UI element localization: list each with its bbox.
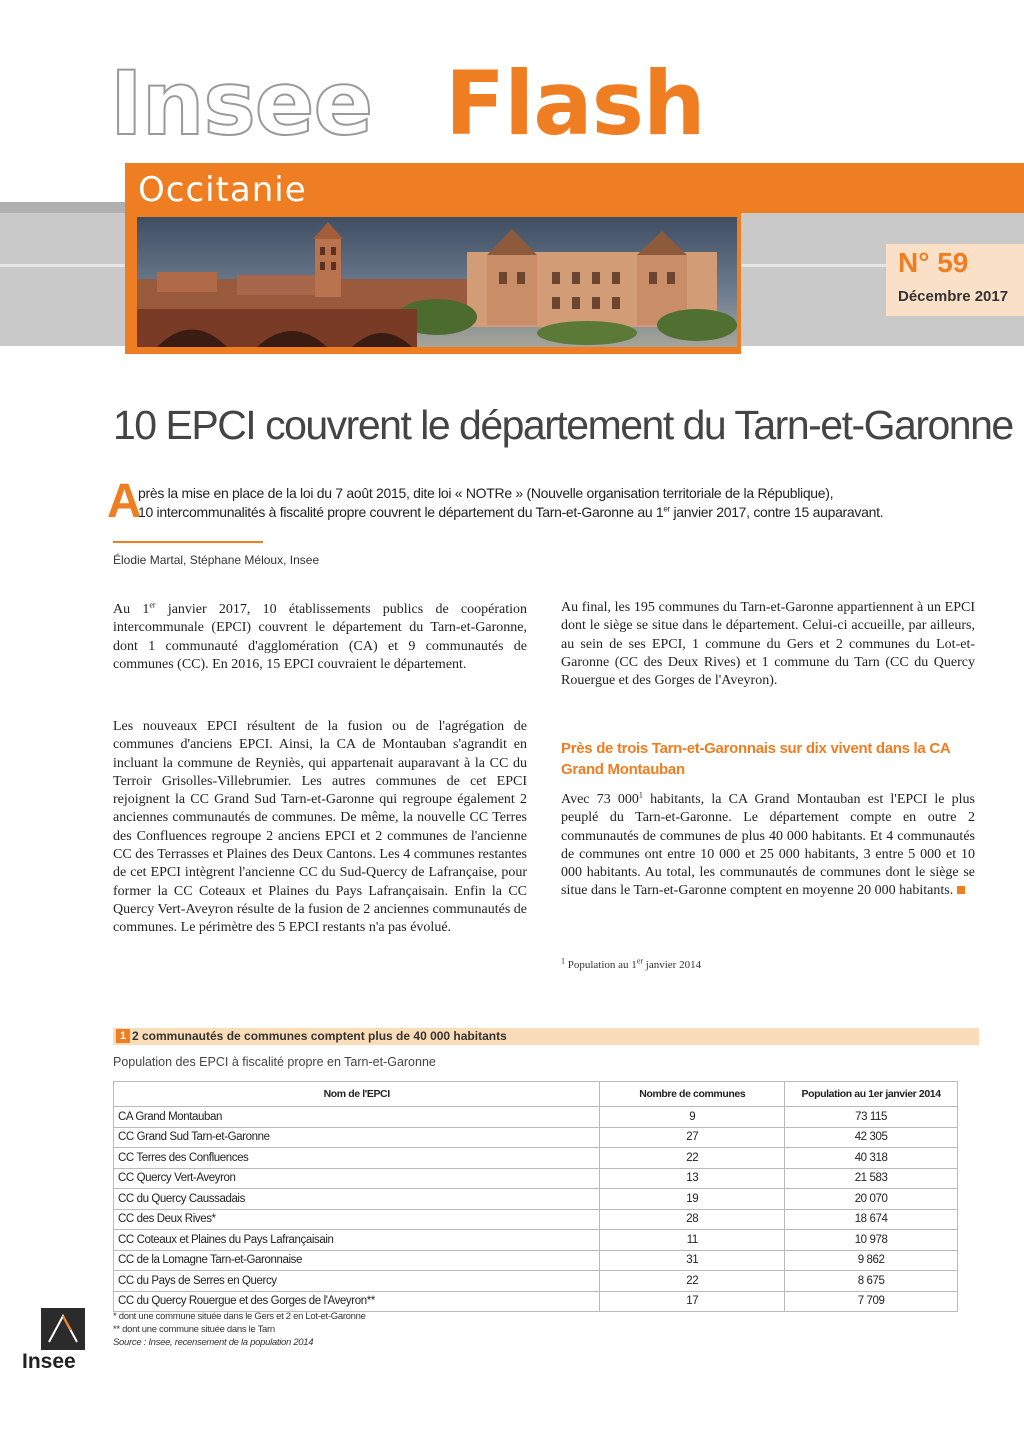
cell-epci-name: CC du Quercy Caussadais — [114, 1189, 600, 1210]
table-note-1: * dont une commune située dans le Gers et 2 en Lot-et-Garonne — [113, 1311, 366, 1322]
cell-epci-name: CC Terres des Confluences — [114, 1148, 600, 1169]
footnote-b: janvier 2014 — [643, 959, 702, 971]
footnote-a: Population au 1 — [565, 959, 637, 971]
cell-population: 21 583 — [785, 1168, 958, 1189]
cell-epci-name: CC du Quercy Rouergue et des Gorges de l'Aveyron** — [114, 1291, 600, 1312]
p2-text: Les nouveaux EPCI résultent de la fusion ou de l'agrégation de communes d'anciens EPCI. Ainsi, la CA de Montauban s'agrandit en incluant la commune de Reyniès, qui appartenait auparavant à la CC du Terroir Grisolles-Villebrumier. Les autres communes de cet EPCI rejoignent la CC Grand Sud Tarn-et-Garonne qui regroupe également 2 anciennes communautés de communes. De même, la nouvelle CC Terres des Confluences regroupe 2 anciens EPCI et 2 communes de l'ancienne CC des Terrasses et Plaines des Deux Cantons. Les 4 communes restantes de cet EPCI intègrent l'ancienne CC du Sud-Quercy de Lafrançaise, pour former la CC Coteaux et Plaines du Pays Lafrançaisain. Enfin la CC Quercy Vert-Aveyron résulte de la fusion de 2 anciennes communautés de communes. Le périmètre des 5 EPCI restants n'a pas évolué. — [113, 719, 527, 936]
table-row — [114, 1291, 958, 1312]
cell-epci-name: CA Grand Montauban — [114, 1107, 600, 1128]
end-mark-icon — [957, 886, 965, 894]
paragraph-4 — [561, 791, 975, 901]
footnote-sup2: er — [636, 956, 644, 966]
cell-epci-name: CC Coteaux et Plaines du Pays Lafrançaisain — [114, 1230, 600, 1251]
article-title: 10 EPCI couvrent le département du Tarn-et-Garonne — [113, 402, 1013, 448]
cell-commune-count: 9 — [600, 1107, 785, 1128]
header-grey-band-left — [0, 202, 125, 213]
p4-start: Avec 73 000 — [561, 792, 639, 807]
p1-rest: janvier 2017, 10 établissements publics de coopération intercommunale (EPCI) couvrent le département du Tarn-et-Garonne, dont 1 communauté d'agglomération (CA) et 9 communautés de communes (CC). En 2016, 15 EPCI couvraient le département. — [113, 602, 527, 672]
cell-population: 10 978 — [785, 1230, 958, 1251]
cell-commune-count: 11 — [600, 1230, 785, 1251]
p1-sup: er — [149, 600, 156, 610]
region-label: Occitanie — [138, 170, 307, 210]
city-photo-illustration — [137, 217, 737, 347]
cell-population: 20 070 — [785, 1189, 958, 1210]
brand-insee: Insee — [110, 52, 373, 155]
footnote — [561, 956, 702, 971]
table-row — [114, 1107, 958, 1128]
p4-rest: habitants, la CA Grand Montauban est l'EPCI le plus peuplé du Tarn-et-Garonne. Le département compte en outre 2 communautés de communes de plus 40 000 habitants. Et 4 communautés de communes ont entre 10 000 et 25 000 habitants, 3 entre 5 000 et 10 000 habitants. Au total, les communautés de communes dont le siège se situe dans le Tarn-et-Garonne comptent en moyenne 20 000 habitants. — [561, 792, 976, 899]
paragraph-1 — [113, 601, 527, 674]
cell-commune-count: 19 — [600, 1189, 785, 1210]
table-notes — [113, 1310, 366, 1349]
table-row — [114, 1209, 958, 1230]
lead-line2a: 10 intercommunalités à fiscalité propre couvrent le département du Tarn-et-Garonne au 1 — [138, 504, 664, 520]
cell-epci-name: CC de la Lomagne Tarn-et-Garonnaise — [114, 1250, 600, 1271]
header-epci-name: Nom de l'EPCI — [114, 1082, 600, 1107]
table-row — [114, 1271, 958, 1292]
p3-text: Au final, les 195 communes du Tarn-et-Garonne appartiennent à un EPCI dont le siège se situe dans le département. Celui-ci accueille, par ailleurs, au sein de ses EPCI, 1 commune du Gers et 2 communes du Lot-et-Garonne (CC des Deux Rives) et 1 commune du Tarn (CC du Quercy Rouergue et des Gorges de l'Aveyron). — [561, 600, 975, 689]
lead-rule — [113, 541, 263, 543]
cell-commune-count: 22 — [600, 1271, 785, 1292]
table-row — [114, 1230, 958, 1251]
table-row — [114, 1148, 958, 1169]
header-commune-count: Nombre de communes — [600, 1082, 785, 1107]
cell-population: 7 709 — [785, 1291, 958, 1312]
table-row — [114, 1250, 958, 1271]
header-photo — [137, 217, 737, 347]
footnote-sup: 1 — [561, 956, 565, 966]
table-header-row — [114, 1082, 958, 1107]
cell-population: 40 318 — [785, 1148, 958, 1169]
table-note-2: ** dont une commune située dans le Tarn — [113, 1324, 275, 1335]
section-subheading: Près de trois Tarn-et-Garonnais sur dix vivent dans la CA Grand Montauban — [561, 740, 950, 778]
cell-population: 9 862 — [785, 1250, 958, 1271]
cell-commune-count: 22 — [600, 1148, 785, 1169]
lead-line2b: janvier 2017, contre 15 auparavant. — [669, 504, 884, 520]
table-subtitle: Population des EPCI à fiscalité propre en Tarn-et-Garonne — [113, 1055, 436, 1069]
cell-commune-count: 17 — [600, 1291, 785, 1312]
paragraph-2 — [113, 718, 527, 938]
header-population: Population au 1er janvier 2014 — [785, 1082, 958, 1107]
table-row — [114, 1127, 958, 1148]
table-row — [114, 1168, 958, 1189]
insee-logo-text: Insee — [22, 1350, 76, 1373]
table-row — [114, 1189, 958, 1210]
brand-flash: Flash — [445, 52, 705, 155]
lead-sup: er — [663, 504, 670, 514]
cell-population: 18 674 — [785, 1209, 958, 1230]
lead-dropcap: A — [107, 475, 142, 528]
table-title: 2 communautés de communes comptent plus de 40 000 habitants — [132, 1029, 507, 1043]
cell-epci-name: CC Quercy Vert-Aveyron — [114, 1168, 600, 1189]
cell-commune-count: 13 — [600, 1168, 785, 1189]
issue-number: N° 59 — [898, 247, 969, 278]
paragraph-3 — [561, 599, 975, 690]
insee-logo-icon — [41, 1308, 85, 1350]
cell-population: 42 305 — [785, 1127, 958, 1148]
cell-commune-count: 28 — [600, 1209, 785, 1230]
cell-epci-name: CC Grand Sud Tarn-et-Garonne — [114, 1127, 600, 1148]
p1-start: Au 1 — [113, 602, 150, 617]
table-number: 1 — [116, 1029, 130, 1043]
cell-commune-count: 31 — [600, 1250, 785, 1271]
cell-epci-name: CC du Pays de Serres en Quercy — [114, 1271, 600, 1292]
epci-table — [113, 1081, 958, 1312]
authors: Élodie Martal, Stéphane Méloux, Insee — [113, 553, 320, 567]
lead-paragraph — [138, 484, 978, 522]
cell-population: 73 115 — [785, 1107, 958, 1128]
p4-sup: 1 — [638, 790, 643, 800]
cell-population: 8 675 — [785, 1271, 958, 1292]
cell-commune-count: 27 — [600, 1127, 785, 1148]
table-source: Source : Insee, recensement de la population 2014 — [113, 1337, 314, 1348]
lead-line1: près la mise en place de la loi du 7 août 2015, dite loi « NOTRe » (Nouvelle organisation territoriale de la République), — [138, 485, 834, 501]
cell-epci-name: CC des Deux Rives* — [114, 1209, 600, 1230]
issue-date: Décembre 2017 — [898, 288, 1009, 305]
